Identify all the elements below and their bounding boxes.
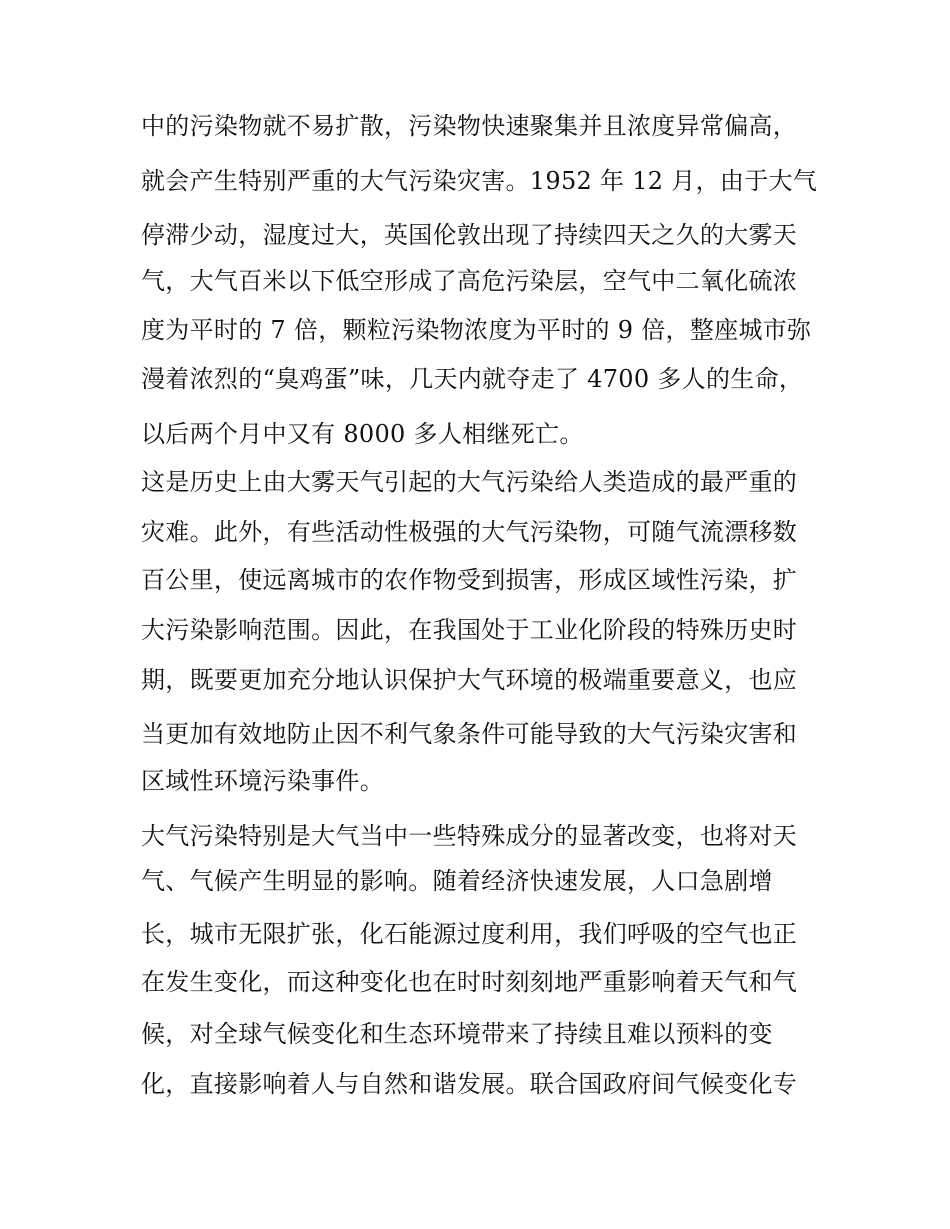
- text-line: 大污染影响范围。因此，在我国处于工业化阶段的特殊历史时: [141, 616, 798, 644]
- text-line: 中的污染物就不易扩散，污染物快速聚集并且浓度异常偏高，: [141, 112, 798, 140]
- text-line: 就会产生特别严重的大气污染灾害。1952 年 12 月，由于大气: [141, 167, 818, 195]
- text-line: 以后两个月中又有 8000 多人相继死亡。: [141, 420, 584, 448]
- text-line: 候，对全球气候变化和生态环境带来了持续且难以预料的变: [141, 1020, 773, 1048]
- text-line: 这是历史上由大雾天气引起的大气污染给人类造成的最严重的: [141, 468, 798, 496]
- text-line: 期，既要更加充分地认识保护大气环境的极端重要意义，也应: [141, 666, 798, 694]
- text-line: 在发生变化，而这种变化也在时时刻刻地严重影响着天气和气: [141, 968, 798, 996]
- text-line: 区域性环境污染事件。: [141, 767, 384, 795]
- text-line: 度为平时的 7 倍，颗粒污染物浓度为平时的 9 倍，整座城市弥: [141, 316, 812, 344]
- text-line: 灾难。此外，有些活动性极强的大气污染物，可随气流漂移数: [141, 518, 798, 546]
- text-line: 长，城市无限扩张，化石能源过度利用，我们呼吸的空气也正: [141, 920, 798, 948]
- text-line: 化，直接影响着人与自然和谐发展。联合国政府间气候变化专: [141, 1070, 798, 1098]
- text-line: 停滞少动，湿度过大，英国伦敦出现了持续四天之久的大雾天: [141, 221, 798, 249]
- text-line: 气、气候产生明显的影响。随着经济快速发展，人口急剧增: [141, 867, 773, 895]
- text-line: 气，大气百米以下低空形成了高危污染层，空气中二氧化硫浓: [141, 267, 798, 295]
- text-line: 漫着浓烈的“臭鸡蛋”味，几天内就夺走了 4700 多人的生命，: [141, 365, 804, 393]
- text-line: 当更加有效地防止因不利气象条件可能导致的大气污染灾害和: [141, 720, 798, 748]
- text-line: 百公里，使远离城市的农作物受到损害，形成区域性污染，扩: [141, 566, 798, 594]
- text-line: 大气污染特别是大气当中一些特殊成分的显著改变，也将对天: [141, 822, 798, 850]
